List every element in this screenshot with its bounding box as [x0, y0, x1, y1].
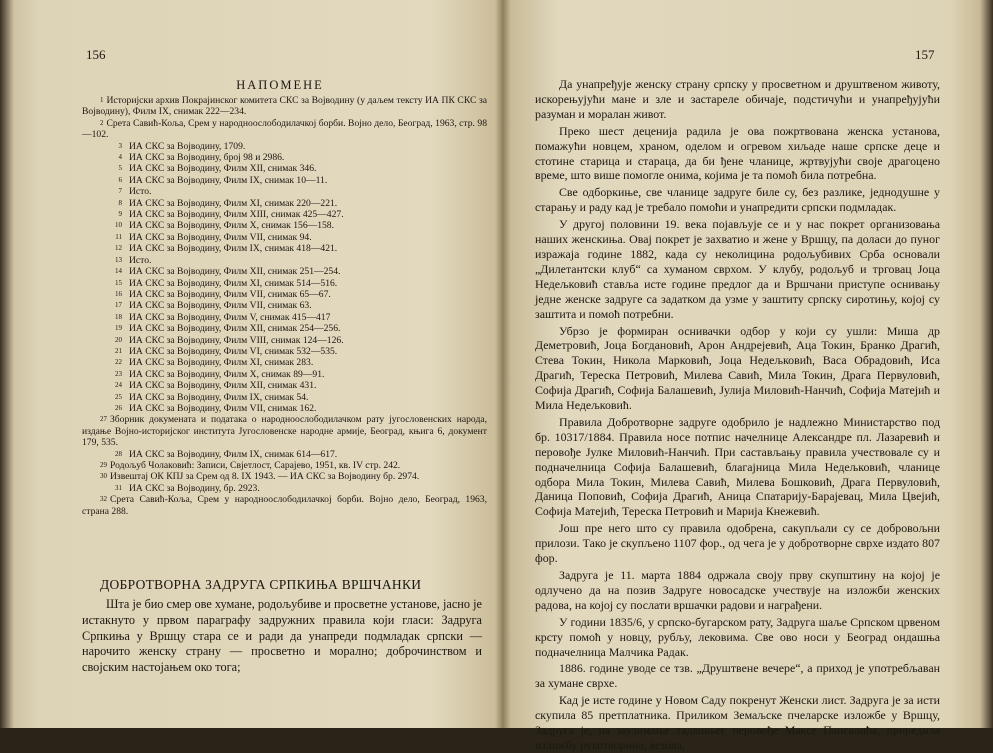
- note-item: [82, 483, 487, 494]
- note-text: ИА СКС за Војводину, Филм VI, снимак 532—535.: [129, 345, 338, 357]
- right-paragraph: Кад је исте године у Новом Саду покренут Женски лист. Задруга је за исти скупила 85 претплатника. Приликом Земаљске пчеларске изложбе у Вршцу, Задруга је, на заузимање тадашњег перовође Максе Пангалића, приредила изложбу рукотворина, везова,: [535, 693, 940, 752]
- note-number: 25: [115, 392, 122, 401]
- note-text: ИА СКС за Војводину, 1709.: [129, 140, 246, 152]
- note-number: 26: [115, 403, 122, 412]
- right-paragraph: Све одборкиње, све чланице задруге биле су, без разлике, једнодушне у старању и раду кад је требало помоћи и унапредити српски подмладак.: [535, 185, 940, 215]
- note-text: ИА СКС за Војводину, Филм IX, снимак 10—11.: [129, 174, 328, 186]
- note-number: 9: [118, 210, 122, 219]
- page-number-right: 157: [915, 47, 935, 62]
- note-number: 13: [115, 255, 122, 264]
- note-number: 32: [100, 495, 107, 504]
- right-paragraph: Правила Добротворне задруге одобрило је надлежно Министарство под бр. 10317/1884. Правила носе потпис начелнице Александре пл. Лазаревић и перовође Јулке Миловић-Нанчић. При састављању правила учествовале су и подначелница Софија Балашевић, благајница Мила Недељковић, чланице одбора Мила Токин, Милева Савић, Милева Бошковић, Драга Первуловић, Даница Поповић, Софија Драгић, Аница Спатарију-Барајевац, Мила Цвејић, Софија Матејић, Тереска Петровић и Марија Кнежевић.: [535, 414, 940, 519]
- note-number: 2: [100, 118, 104, 127]
- right-paragraph: Преко шест деценија радила је ова пожртвована женска установа, помажући новцем, храном, оделом и огревом хиљаде наше српске деце и стотине старица и стараца, да би ђене чланице, жртвујући своје драгоцено време, што више помогле онима, којима је та помоћ била потребна.: [535, 123, 940, 183]
- note-item: [82, 289, 487, 300]
- note-number: 12: [115, 244, 122, 253]
- note-number: 15: [115, 278, 122, 287]
- note-item: [82, 369, 487, 380]
- note-item: [82, 220, 487, 231]
- note-item: [82, 278, 487, 289]
- note-item: [82, 460, 487, 471]
- note-item: [82, 95, 487, 118]
- note-text: ИА СКС за Војводину, Филм IX, снимак 418—421.: [129, 243, 338, 255]
- note-item: [82, 335, 487, 346]
- note-item: [82, 312, 487, 323]
- note-text: ИА СКС за Војводину, Филм V, снимак 415—417: [129, 311, 331, 323]
- note-item: [82, 186, 487, 197]
- note-text: Исто.: [129, 254, 152, 266]
- right-paragraph: Убрзо је формиран оснивачки одбор у који су ушли: Миша др Деметровић, Јоца Богдановић, Арон Андрејевић, Аца Токин, Бранко Драгић, Стева Токин, Никола Марковић, Јоца Недељковић, Васа Обрадовић, Иса Драгић, Тереска Петровић, Милева Савић, Мила Токин, Драга Первуловић, Софија Драгић, Софија Балашевић, Јулија Миловић-Нанчић, Софија Матејић и Мила Недељковић.: [535, 323, 940, 413]
- note-number: 27: [100, 415, 107, 424]
- note-text: ИА СКС за Војводину, Филм XII, снимак 346.: [129, 163, 317, 175]
- note-text: Зборник докумената и података о народноослободилачком рату југословенских народа, издање Војно-историјског института Југословенске народне армије, Београд, књига 6, документ 179, 535.: [82, 414, 487, 449]
- left-body-text: [82, 597, 482, 676]
- note-text: ИА СКС за Војводину, Филм VII, снимак 65—67.: [129, 288, 331, 300]
- note-text: ИА СКС за Војводину, Филм X, снимак 156—158.: [129, 220, 335, 232]
- note-item: [82, 414, 487, 448]
- note-number: 10: [115, 221, 122, 230]
- note-number: 31: [115, 483, 122, 492]
- right-paragraph: У години 1835/6, у српско-бугарском рату, Задруга шаље Српском црвеном крсту помоћ у новцу, рубљу, лековима. Све ово носи у Београд ондашња подначелница Малчика Радак.: [535, 614, 940, 659]
- note-number: 7: [118, 187, 122, 196]
- right-page: [520, 0, 940, 752]
- note-text: Исто.: [129, 186, 152, 198]
- right-body-text: [535, 77, 940, 753]
- note-item: [82, 346, 487, 357]
- note-text: ИА СКС за Војводину, Филм VIII, снимак 124—126.: [129, 334, 344, 346]
- note-text: Историјски архив Покрајинског комитета СКС за Војводину (у даљем тексту ИА ПК СКС за Војводину), Филм IX, снимак 222—234.: [82, 95, 487, 118]
- note-item: [82, 300, 487, 311]
- right-paragraph: Да унапређује женску страну српску у просветном и друштвеном животу, искорењујући мане и зле и застареле обичаје, подстичући и унапређујући разуман и моралан живот.: [535, 77, 940, 121]
- note-number: 5: [118, 164, 122, 173]
- note-text: Родољуб Чолаковић: Записи, Свјетлост, Сарајево, 1951, кв. IV стр. 242.: [110, 460, 401, 471]
- left-page: [70, 0, 490, 728]
- note-text: ИА СКС за Војводину, Филм XI, снимак 514—516.: [129, 277, 338, 289]
- note-item: [82, 118, 487, 141]
- note-number: 16: [115, 289, 122, 298]
- note-number: 17: [115, 301, 122, 310]
- note-text: ИА СКС за Војводину, бр. 2923.: [129, 482, 260, 494]
- page-number-left: 156: [86, 47, 106, 62]
- note-text: ИА СКС за Војводину, Филм XII, снимак 254—256.: [129, 323, 341, 335]
- note-text: ИА СКС за Војводину, број 98 и 2986.: [129, 152, 285, 164]
- note-number: 23: [115, 369, 122, 378]
- note-number: 24: [115, 381, 122, 390]
- note-number: 30: [100, 472, 107, 481]
- notes-heading: НАПОМЕНЕ: [236, 78, 324, 92]
- note-text: ИА СКС за Војводину, Филм VII, снимак 63.: [129, 300, 312, 312]
- note-text: ИА СКС за Војводину, Филм XIII, снимак 425—427.: [129, 209, 344, 221]
- right-paragraph: Још пре него што су правила одобрена, сакупљали су се добровољни прилози. Тако је скупљено 1107 фор., од чега је у добротворне сврхе издато 807 фор.: [535, 521, 940, 566]
- note-text: ИА СКС за Војводину, Филм XII, снимак 431.: [129, 380, 317, 392]
- note-text: ИА СКС за Војводину, Филм VII, снимак 94.: [129, 231, 312, 243]
- note-item: [82, 255, 487, 266]
- note-item: [82, 471, 487, 482]
- right-paragraph: У другој половини 19. века појављује се и у нас покрет организовања наших женскиња. Овај покрет је захватио и жене у Вршцу, па доласи до пуног изражаја године 1882, када су неколицина родољубивих Срба основали „Дилетантски клуб“ са хуманом сврхом. У клубу, родољуб и трговац Јоца Недељковић ставља исте године предлог да и Вршчани приступе оснивању једне женске задруге са задатком да узме у заштиту српску сиротињу, којој су заштита и помоћ потребни.: [535, 217, 940, 321]
- note-item: [82, 392, 487, 403]
- note-number: 22: [115, 358, 122, 367]
- note-number: 11: [115, 232, 122, 241]
- section-heading: ДОБРОТВОРНА ЗАДРУГА СРПКИЊА ВРШЧАНКИ: [100, 577, 422, 592]
- note-text: ИА СКС за Војводину, Филм VII, снимак 162.: [129, 402, 317, 414]
- note-item: [82, 209, 487, 220]
- note-item: [82, 163, 487, 174]
- notes-list: [82, 95, 487, 517]
- note-item: [82, 494, 487, 517]
- note-number: 18: [115, 312, 122, 321]
- note-text: Срета Савић-Коља, Срем у народноослободилачкој борби. Војно дело, Београд, 1963, страна 288.: [82, 494, 487, 517]
- note-number: 14: [115, 267, 122, 276]
- note-text: ИА СКС за Војводину, Филм IX, снимак 614—617.: [129, 448, 338, 460]
- note-text: ИА СКС за Војводину, Филм XI, снимак 283.: [129, 357, 314, 369]
- note-item: [82, 198, 487, 209]
- note-item: [82, 380, 487, 391]
- note-item: [82, 266, 487, 277]
- left-paragraph: Шта је био смер ове хумане, родољубиве и просветне установе, јасно је истакнуто у првом параграфу задружних правила који гласи: Задруга Српкиња у Вршцу стара се и ради да унапреди подмладак српски — нарочито женску страну — просветно и морално; доброчинством и својским настојањем око тога;: [82, 597, 482, 675]
- note-number: 4: [118, 153, 122, 162]
- note-number: 1: [100, 96, 104, 104]
- note-text: Извештај ОК КПЈ за Срем од 8. IX 1943. — ИА СКС за Војводину бр. 2974.: [110, 471, 420, 483]
- note-item: [82, 152, 487, 163]
- note-item: [82, 175, 487, 186]
- note-text: Срета Савић-Коља, Срем у народноослободилачкој борби. Војно дело, Београд, 1963, стр. 98—102.: [82, 117, 487, 141]
- note-text: ИА СКС за Војводину, Филм IX, снимак 54.: [129, 391, 309, 403]
- note-number: 6: [118, 175, 122, 184]
- right-paragraph: Задруга је 11. марта 1884 одржала своју прву скупштину на којој је одлучено да на позив Задруге новосадске учествује на изложби женских радова, на којој су послати вршачки радови и награђени.: [535, 568, 940, 612]
- note-item: [82, 323, 487, 334]
- note-number: 21: [115, 346, 122, 355]
- note-item: [82, 403, 487, 414]
- note-number: 29: [100, 461, 107, 469]
- note-text: ИА СКС за Војводину, Филм XI, снимак 220—221.: [129, 197, 338, 209]
- note-number: 3: [118, 141, 122, 150]
- note-number: 8: [118, 198, 122, 207]
- right-paragraph: 1886. године уводе се тзв. „Друштвене вечере“, а приход је употребљаван за хумане сврхе.: [535, 661, 940, 691]
- note-number: 19: [115, 324, 122, 333]
- note-number: 20: [115, 335, 122, 344]
- note-text: ИА СКС за Војводину, Филм XII, снимак 251—254.: [129, 266, 341, 278]
- note-text: ИА СКС за Војводину, Филм X, снимак 89—91.: [129, 368, 325, 380]
- note-number: 28: [115, 449, 122, 458]
- note-item: [82, 357, 487, 368]
- note-item: [82, 243, 487, 254]
- note-item: [82, 232, 487, 243]
- note-item: [82, 449, 487, 460]
- note-item: [82, 141, 487, 152]
